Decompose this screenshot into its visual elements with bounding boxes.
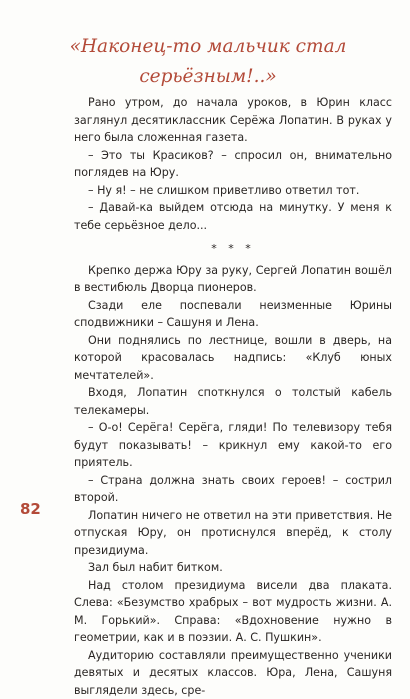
paragraph: Крепко держа Юру за руку, Сергей Лопатин вошёл в вестибюль Дворца пионеров. — [74, 262, 392, 297]
section-separator: * * * — [74, 234, 392, 262]
chapter-title — [58, 32, 358, 92]
chapter-title-line-2: серьёзным!..» — [58, 62, 358, 92]
paragraph: – Ну я! – не слишком приветливо ответил тот. — [74, 182, 392, 200]
body-text — [74, 94, 392, 699]
paragraph: – Страна должна знать своих героев! – сострил второй. — [74, 472, 392, 507]
paragraph: – Это ты Красиков? – спросил он, внимательно поглядев на Юру. — [74, 147, 392, 182]
paragraph: Над столом президиума висели два плаката. Слева: «Безумство храбрых – вот мудрость жизни. А. М. Горький». Справа: «Вдохновение нужно в геометрии, как и в поэзии. А. С. Пушкин». — [74, 577, 392, 647]
paragraph: – О-о! Серёга! Серёга, гляди! По телевизору тебя будут показывать! – крикнул ему какой-то его приятель. — [74, 419, 392, 472]
paragraph: Зал был набит битком. — [74, 559, 392, 577]
paragraph: Они поднялись по лестнице, вошли в дверь, на которой красовалась надпись: «Клуб юных мечтателей». — [74, 332, 392, 385]
chapter-title-line-1: «Наконец-то мальчик стал — [58, 32, 358, 62]
paragraph: Рано утром, до начала уроков, в Юрин класс заглянул десятиклассник Серёжа Лопатин. В руках у него была сложенная газета. — [74, 94, 392, 147]
page-number: 82 — [20, 500, 41, 518]
paragraph: Входя, Лопатин споткнулся о толстый кабель телекамеры. — [74, 384, 392, 419]
paragraph: Лопатин ничего не ответил на эти приветствия. Не отпуская Юру, он протиснулся вперёд, к столу президиума. — [74, 507, 392, 560]
paragraph: – Давай-ка выйдем отсюда на минутку. У меня к тебе серьёзное дело... — [74, 199, 392, 234]
paragraph: Аудиторию составляли преимущественно ученики девятых и десятых классов. Юра, Лена, Сашуня выглядели здесь, сре- — [74, 647, 392, 699]
paragraph: Сзади еле поспевали неизменные Юрины сподвижники – Сашуня и Лена. — [74, 297, 392, 332]
